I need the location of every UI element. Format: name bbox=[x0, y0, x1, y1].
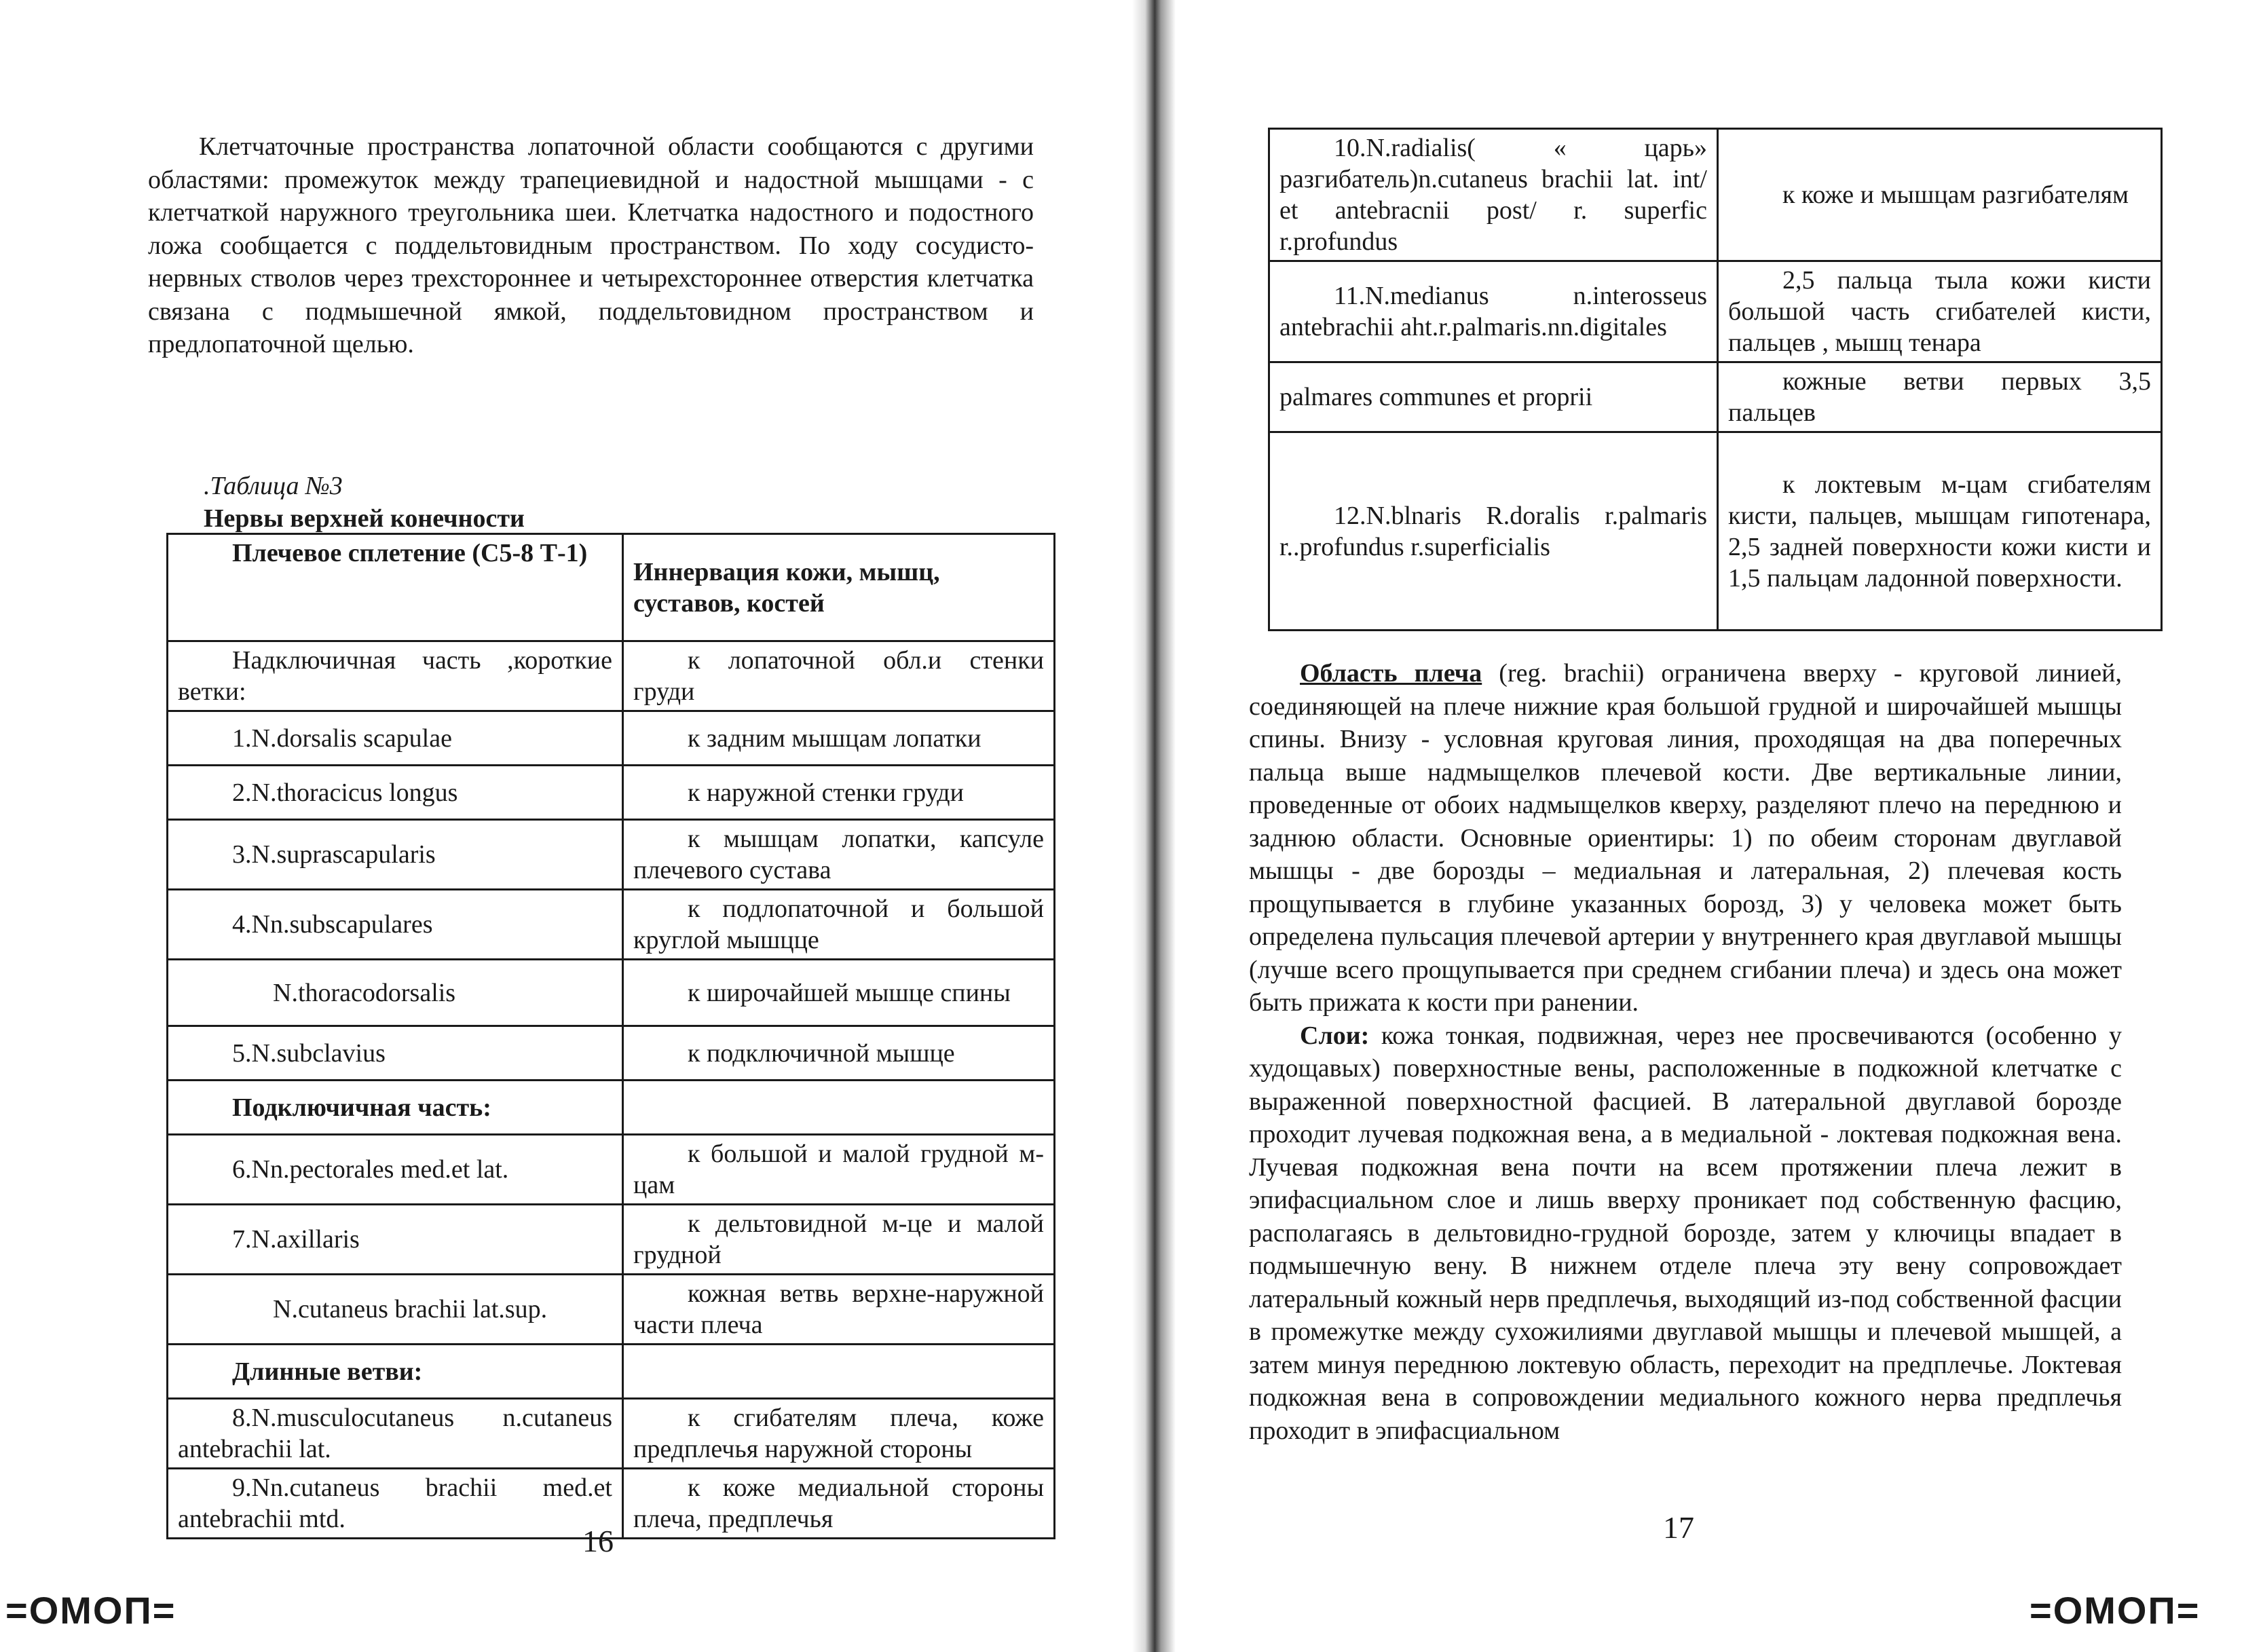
nerve-cell: 12.N.blnaris R.doralis r.palmaris r..profundus r.superficialis bbox=[1269, 432, 1718, 631]
target-cell: к коже и мышцам разгибателям bbox=[1718, 129, 2162, 261]
body-text bbox=[1249, 657, 2122, 1447]
target-cell: к задним мышцам лопатки bbox=[623, 711, 1055, 766]
target-cell: к наружной стенки груди bbox=[623, 766, 1055, 820]
header-cell-plexus: Плечевое сплетение (С5-8 Т-1) bbox=[168, 534, 623, 641]
target-cell: кожные ветви первых 3,5 пальцев bbox=[1718, 362, 2162, 432]
nerves-table-right bbox=[1268, 128, 2163, 631]
target-cell bbox=[623, 1345, 1055, 1399]
table-header-row bbox=[168, 534, 1055, 641]
nerve-cell: 2.N.thoracicus longus bbox=[168, 766, 623, 820]
target-cell: кожная ветвь верхне-наружной части плеча bbox=[623, 1275, 1055, 1345]
nerve-cell: 5.N.subclavius bbox=[168, 1026, 623, 1081]
table-row bbox=[168, 1275, 1055, 1345]
paragraph-arm-region: Область плеча (reg. brachii) ограничена вверху - круговой линией, соединяющей на плече нижние края большой грудной и широчайшей мышцы спины. Внизу - условная круговая линия, проходящая на два поперечных пальца выше надмыщелков плечевой кости. Две вертикальные линии, проведенные от обоих надмыщелков кверху, разделяют плечо на переднюю и заднюю области. Основные ориентиры: 1) по обеим сторонам двуглавой мышцы - две борозды – медиальная и латеральная, 2) плечевая кость прощупывается в глубине указанных борозд, 3) у человека может быть определена пульсация плечевой артерии у внутреннего края двуглавой мышцы (лучше всего прощупывается при среднем сгибании плеча) и здесь она может быть прижата к кости при ранении. bbox=[1249, 659, 2122, 1017]
table-row bbox=[168, 711, 1055, 766]
table-row bbox=[1269, 432, 2162, 631]
table-row bbox=[168, 890, 1055, 960]
page-number: 16 bbox=[582, 1524, 614, 1558]
header-cell-innervation: Иннервация кожи, мышц, суставов, костей bbox=[623, 534, 1055, 641]
target-cell: к дельтовидной м-це и малой грудной bbox=[623, 1205, 1055, 1275]
watermark: =ОМОП= bbox=[2030, 1589, 2201, 1632]
paragraph-layers: Слои: кожа тонкая, подвижная, через нее просвечиваются (особенно у худощавых) поверхностные вены, расположенные в подкожной клетчатке с выраженной поверхностной фасцией. В латеральной двуглавой борозде проходит лучевая подкожная вена, а в медиальной - локтевая подкожная вена. Лучевая подкожная вена почти на всем протяжении плеча лежит в эпифасциальном слое и лишь вверху проникает под собственную фасцию, располагаясь в дельтовидно-грудной борозде, затем у ключицы впадает в подмышечную вену. В нижнем отделе плеча эту вену сопровождает латеральный кожный нерв предплечья, выходящий из-под собственной фасции в промежутке между сухожилиями двуглавой мышцы и плечевой мышцей, а затем минуя переднюю локтевую область, переходит на предплечье. Локтевая подкожная вена в сопровождении медиального кожного нерва предплечья проходит в эпифасциальном bbox=[1249, 1021, 2122, 1445]
nerve-cell: 8.N.musculocutaneus n.cutaneus antebrachii lat. bbox=[168, 1399, 623, 1469]
table-row bbox=[1269, 129, 2162, 261]
table-section-row bbox=[168, 1345, 1055, 1399]
nerve-cell: N.thoracodorsalis bbox=[168, 960, 623, 1026]
nerve-cell: 6.Nn.pectorales med.et lat. bbox=[168, 1135, 623, 1205]
table-title: Нервы верхней конечности bbox=[204, 504, 525, 533]
nerves-table-left bbox=[166, 533, 1055, 1539]
table-row bbox=[1269, 362, 2162, 432]
target-cell: к сгибателям плеча, коже предплечья наружной стороны bbox=[623, 1399, 1055, 1469]
nerve-cell: 9.Nn.cutaneus brachii med.et antebrachii mtd. bbox=[168, 1469, 623, 1539]
table-row bbox=[1269, 261, 2162, 362]
section-label: Подключичная часть: bbox=[168, 1081, 623, 1135]
table-label: .Таблица №3 bbox=[204, 472, 343, 500]
table-caption bbox=[204, 470, 525, 535]
table-row bbox=[168, 1135, 1055, 1205]
section-heading: Слои: bbox=[1300, 1021, 1370, 1050]
nerve-cell: 3.N.suprascapularis bbox=[168, 820, 623, 890]
target-cell: к мышцам лопатки, капсуле плечевого сустава bbox=[623, 820, 1055, 890]
table-row bbox=[168, 820, 1055, 890]
table-row bbox=[168, 1026, 1055, 1081]
target-cell: к лопаточной обл.и стенки груди bbox=[623, 641, 1055, 711]
nerve-cell: 4.Nn.subscapulares bbox=[168, 890, 623, 960]
section-heading: Область плеча bbox=[1300, 659, 1482, 688]
nerve-cell: 1.N.dorsalis scapulae bbox=[168, 711, 623, 766]
target-cell: 2,5 пальца тыла кожи кисти большой часть сгибателей кисти, пальцев , мышц тенара bbox=[1718, 261, 2162, 362]
table-row bbox=[168, 1399, 1055, 1469]
target-cell: к большой и малой грудной м-цам bbox=[623, 1135, 1055, 1205]
page-number: 17 bbox=[1663, 1510, 1694, 1545]
table-row bbox=[168, 766, 1055, 820]
nerve-cell: N.cutaneus brachii lat.sup. bbox=[168, 1275, 623, 1345]
watermark: =ОМОП= bbox=[5, 1589, 176, 1632]
nerve-cell: Надключичная часть ,короткие ветки: bbox=[168, 641, 623, 711]
nerve-cell: 7.N.axillaris bbox=[168, 1205, 623, 1275]
target-cell: к подключичной мышце bbox=[623, 1026, 1055, 1081]
table-row bbox=[168, 641, 1055, 711]
target-cell: к локтевым м-цам сгибателям кисти, пальцев, мышцам гипотенара, 2,5 задней поверхности кожи кисти и 1,5 пальцам ладонной поверхности. bbox=[1718, 432, 2162, 631]
table-row bbox=[168, 1205, 1055, 1275]
target-cell: к широчайшей мышце спины bbox=[623, 960, 1055, 1026]
target-cell: к коже медиальной стороны плеча, предплечья bbox=[623, 1469, 1055, 1539]
table-section-row bbox=[168, 1081, 1055, 1135]
nerve-cell: 10.N.radialis( « царь» разгибатель)n.cutaneus brachii lat. int/ et antebracnii post/ r. superfic r.profundus bbox=[1269, 129, 1718, 261]
target-cell: к подлопаточной и большой круглой мышцце bbox=[623, 890, 1055, 960]
target-cell bbox=[623, 1081, 1055, 1135]
right-page bbox=[1167, 0, 2263, 1652]
table-row bbox=[168, 960, 1055, 1026]
nerve-cell: palmares communes et proprii bbox=[1269, 362, 1718, 432]
section-label: Длинные ветви: bbox=[168, 1345, 623, 1399]
nerve-cell: 11.N.medianus n.interosseus antebrachii aht.r.palmaris.nn.digitales bbox=[1269, 261, 1718, 362]
intro-paragraph: Клетчаточные пространства лопаточной области сообщаются с другими областями: промежуток между трапециевидной и надостной мышцами - с клетчаткой наружного треугольника шеи. Клетчатка надостного и подостного ложа сообщается с поддельтовидным пространством. По ходу сосудисто-нервных стволов через трехстороннее и четырехстороннее отверстия клетчатка связана с подмышечной ямкой, поддельтовидном пространством и предлопаточной щелью. bbox=[148, 132, 1034, 358]
